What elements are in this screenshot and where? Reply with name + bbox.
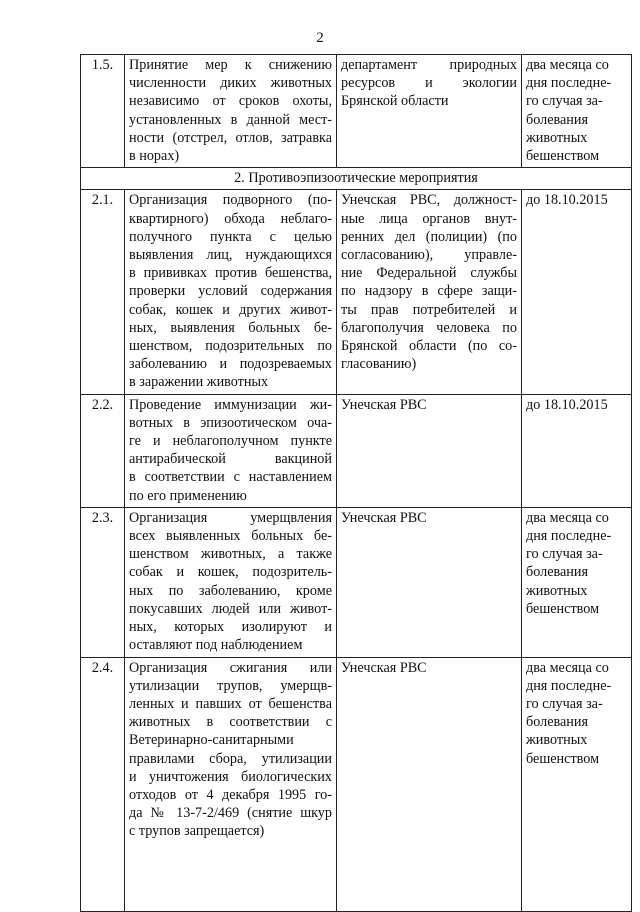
cell-line: по его применению <box>129 487 247 504</box>
cell-line: по надзору в сфере защи- <box>341 283 517 300</box>
cell-line: собак и кошек, подозритель- <box>129 564 332 581</box>
section-title: 2. Противоэпизоотические мероприятия <box>81 168 632 190</box>
cell-line: ных, выявления больных бе- <box>129 319 332 336</box>
cell-line: Организация сжигания или <box>129 659 332 676</box>
cell-line: ние Федеральной службы <box>341 265 517 282</box>
cell-line: шенством животных, а также <box>129 546 332 563</box>
cell-line: ных по заболеванию, кроме <box>129 582 332 599</box>
cell-line: го случая за- <box>526 546 603 563</box>
action-cell <box>125 55 337 168</box>
cell-line: ные лица органов внут- <box>341 210 517 227</box>
responsible-cell <box>337 507 522 657</box>
cell-line: утилизации трупов, умерщв- <box>129 677 332 694</box>
cell-line: в прививках против бешенства, <box>129 265 332 282</box>
item-number: 1.5. <box>81 55 125 168</box>
cell-line: Ветеринарно-санитарными <box>129 732 294 749</box>
cell-line: болевания <box>526 564 589 581</box>
cell-line: гласованию) <box>341 356 417 373</box>
responsible-cell <box>337 394 522 507</box>
cell-line: шенством, подозрительных по <box>129 338 332 355</box>
item-number: 2.2. <box>81 394 125 507</box>
cell-line: покусавших людей или живот- <box>129 600 332 617</box>
cell-line: в заражении животных <box>129 374 269 391</box>
cell-line: Брянской области <box>341 93 449 110</box>
cell-line: ности (отстрел, отлов, затравка <box>129 129 332 146</box>
cell-line: в соответствии с наставлением <box>129 469 332 486</box>
cell-line: до 18.10.2015 <box>526 192 608 209</box>
cell-line: оставляют под наблюдением <box>129 637 303 654</box>
cell-line: квартирного) обхода неблаго- <box>129 210 332 227</box>
cell-line: Унечская РВС <box>341 509 427 526</box>
section-row <box>81 168 632 190</box>
cell-line: животных <box>526 732 588 749</box>
cell-line: два месяца со <box>526 57 609 73</box>
cell-line: бешенством <box>526 600 600 617</box>
cell-line: ге и неблагополучном пункте <box>129 433 332 450</box>
cell-line: ты прав потребителей и <box>341 301 517 318</box>
cell-line: Унечская РВС, должност- <box>341 192 517 209</box>
cell-line: дня последне- <box>526 677 612 694</box>
cell-line: Организация умерщвления <box>129 509 332 526</box>
cell-line: да № 13-7-2/469 (снятие шкур <box>129 805 332 822</box>
cell-line: вотных в эпизоотическом оча- <box>129 414 332 431</box>
cell-line: ленных и павших от бешенства <box>129 695 332 712</box>
cell-line: благополучия человека по <box>341 319 517 336</box>
cell-line: животных <box>526 129 588 146</box>
cell-line: го случая за- <box>526 93 603 110</box>
cell-line: всех выявленных больных бе- <box>129 528 332 545</box>
cell-line: бешенством <box>526 750 600 767</box>
term-cell <box>522 394 632 507</box>
term-cell <box>522 657 632 911</box>
cell-line: до 18.10.2015 <box>526 396 608 413</box>
responsible-cell <box>337 55 522 168</box>
term-cell <box>522 507 632 657</box>
cell-line: болевания <box>526 111 589 128</box>
cell-line: бешенством <box>526 148 600 165</box>
cell-line: отходов от 4 декабря 1995 го- <box>129 786 332 803</box>
table-row <box>81 190 632 394</box>
cell-line: ренних дел (полиции) (по <box>341 228 517 245</box>
action-cell <box>125 394 337 507</box>
cell-line: животных <box>526 582 588 599</box>
cell-line: животных в соответствии с <box>129 714 332 731</box>
cell-line: Организация подворного (по- <box>129 192 332 209</box>
cell-line: получного пункта с целью <box>129 228 332 245</box>
cell-line: Принятие мер к снижению <box>129 57 332 73</box>
cell-line: проверки условий содержания <box>129 283 332 300</box>
cell-line: дня последне- <box>526 528 612 545</box>
cell-line: независимо от сроков охоты, <box>129 93 332 110</box>
action-cell <box>125 657 337 911</box>
item-number: 2.4. <box>81 657 125 911</box>
table-row <box>81 657 632 911</box>
cell-line: заболеванию и подозреваемых <box>129 356 332 373</box>
cell-line: собак, кошек и других живот- <box>129 301 332 318</box>
cell-line: выявления лиц, нуждающихся <box>129 247 332 264</box>
term-cell <box>522 190 632 394</box>
cell-line: два месяца со <box>526 659 609 676</box>
item-number: 2.1. <box>81 190 125 394</box>
measures-table <box>80 54 632 912</box>
cell-line: го случая за- <box>526 695 603 712</box>
cell-line: ных, которых изолируют и <box>129 619 332 636</box>
cell-line: антирабической вакциной <box>129 451 332 468</box>
page-number: 2 <box>316 30 324 46</box>
cell-line: Брянской области (по со- <box>341 338 517 355</box>
cell-line: с трупов запрещается) <box>129 823 265 840</box>
action-cell <box>125 507 337 657</box>
responsible-cell <box>337 190 522 394</box>
cell-line: ресурсов и экологии <box>341 75 517 92</box>
table-row <box>81 55 632 168</box>
cell-line: два месяца со <box>526 509 609 526</box>
table-row <box>81 507 632 657</box>
action-cell <box>125 190 337 394</box>
cell-line: установленных в данной мест- <box>129 111 332 128</box>
cell-line: правилами сбора, утилизации <box>129 750 332 767</box>
table-row <box>81 394 632 507</box>
cell-line: Унечская РВС <box>341 659 427 676</box>
cell-line: согласованию), управле- <box>341 247 517 264</box>
term-cell <box>522 55 632 168</box>
cell-line: в норах) <box>129 148 180 165</box>
cell-line: департамент природных <box>341 57 517 73</box>
cell-line: численности диких животных <box>129 75 332 92</box>
cell-line: болевания <box>526 714 589 731</box>
item-number: 2.3. <box>81 507 125 657</box>
responsible-cell <box>337 657 522 911</box>
cell-line: Проведение иммунизации жи- <box>129 396 332 413</box>
cell-line: дня последне- <box>526 75 612 92</box>
cell-line: и уничтожения биологических <box>129 768 332 785</box>
cell-line: Унечская РВС <box>341 396 427 413</box>
